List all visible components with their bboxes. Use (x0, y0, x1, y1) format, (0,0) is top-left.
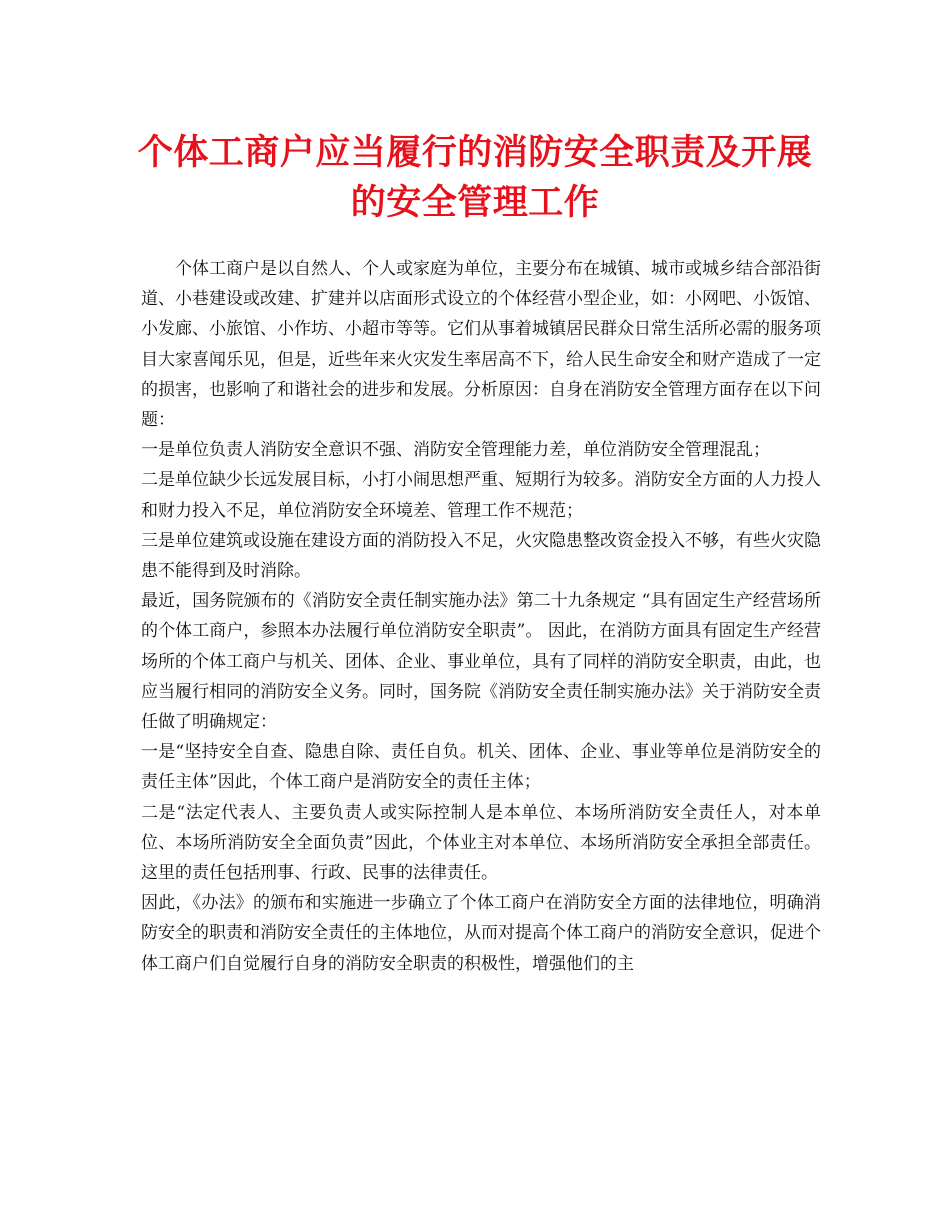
title-line-1: 个体工商户应当履行的消防安全职责及开展 (137, 132, 813, 173)
paragraph-problem-3: 三是单位建筑或设施在建设方面的消防投入不足，火灾隐患整改资金投入不够，有些火灾隐患不能得到及时消除。 (141, 530, 821, 582)
title-line-2: 的安全管理工作 (350, 182, 600, 223)
paragraph-duty-2: 二是“法定代表人、主要负责人或实际控制人是本单位、本场所消防安全责任人，对本单位、本场所消防安全全面负责”因此，个体业主对本单位、本场所消防安全承担全部责任。这里的责任包括刑事、行政、民事的法律责任。 (141, 802, 821, 884)
paragraph-intro: 个体工商户是以自然人、个人或家庭为单位，主要分布在城镇、城市或城乡结合部沿街道、小巷建设或改建、扩建并以店面形式设立的个体经营小型企业，如：小网吧、小饭馆、小发廊、小旅馆、小作坊、小超市等等。它们从事着城镇居民群众日常生活所必需的服务项目大家喜闻乐见，但是，近些年来火灾发生率居高不下，给人民生命安全和财产造成了一定的损害，也影响了和谐社会的进步和发展。分析原因：自身在消防安全管理方面存在以下问题： (141, 259, 821, 431)
paragraph-duty-1: 一是“坚持安全自查、隐患自除、责任自负。机关、团体、企业、事业等单位是消防安全的责任主体”因此，个体工商户是消防安全的责任主体； (141, 742, 821, 793)
paragraph-regulation: 最近，国务院颁布的《消防安全责任制实施办法》第二十九条规定 “具有固定生产经营场所的个体工商户，参照本办法履行单位消防安全职责”。 因此，在消防方面具有固定生产经营场所的个体工商户与机关、团体、企业、事业单位，具有了同样的消防安全职责，由此，也应当履行相同的消防安全义务。同时，国务院《消防安全责任制实施办法》关于消防安全责任做了明确规定： (141, 591, 821, 733)
document-title (100, 128, 850, 228)
paragraph-problem-2: 二是单位缺少长远发展目标，小打小闹思想严重、短期行为较多。消防安全方面的人力投人和财力投入不足，单位消防安全环境差、管理工作不规范； (141, 470, 821, 521)
paragraph-conclusion: 因此，《办法》的颁布和实施进一步确立了个体工商户在消防安全方面的法律地位，明确消防安全的职责和消防安全责任的主体地位，从而对提高个体工商户的消防安全意识，促进个体工商户们自觉履行自身的消防安全职责的积极性，增强他们的主 (141, 893, 821, 974)
paragraph-problem-1: 一是单位负责人消防安全意识不强、消防安全管理能力差，单位消防安全管理混乱； (141, 440, 770, 461)
document-body (141, 254, 821, 979)
